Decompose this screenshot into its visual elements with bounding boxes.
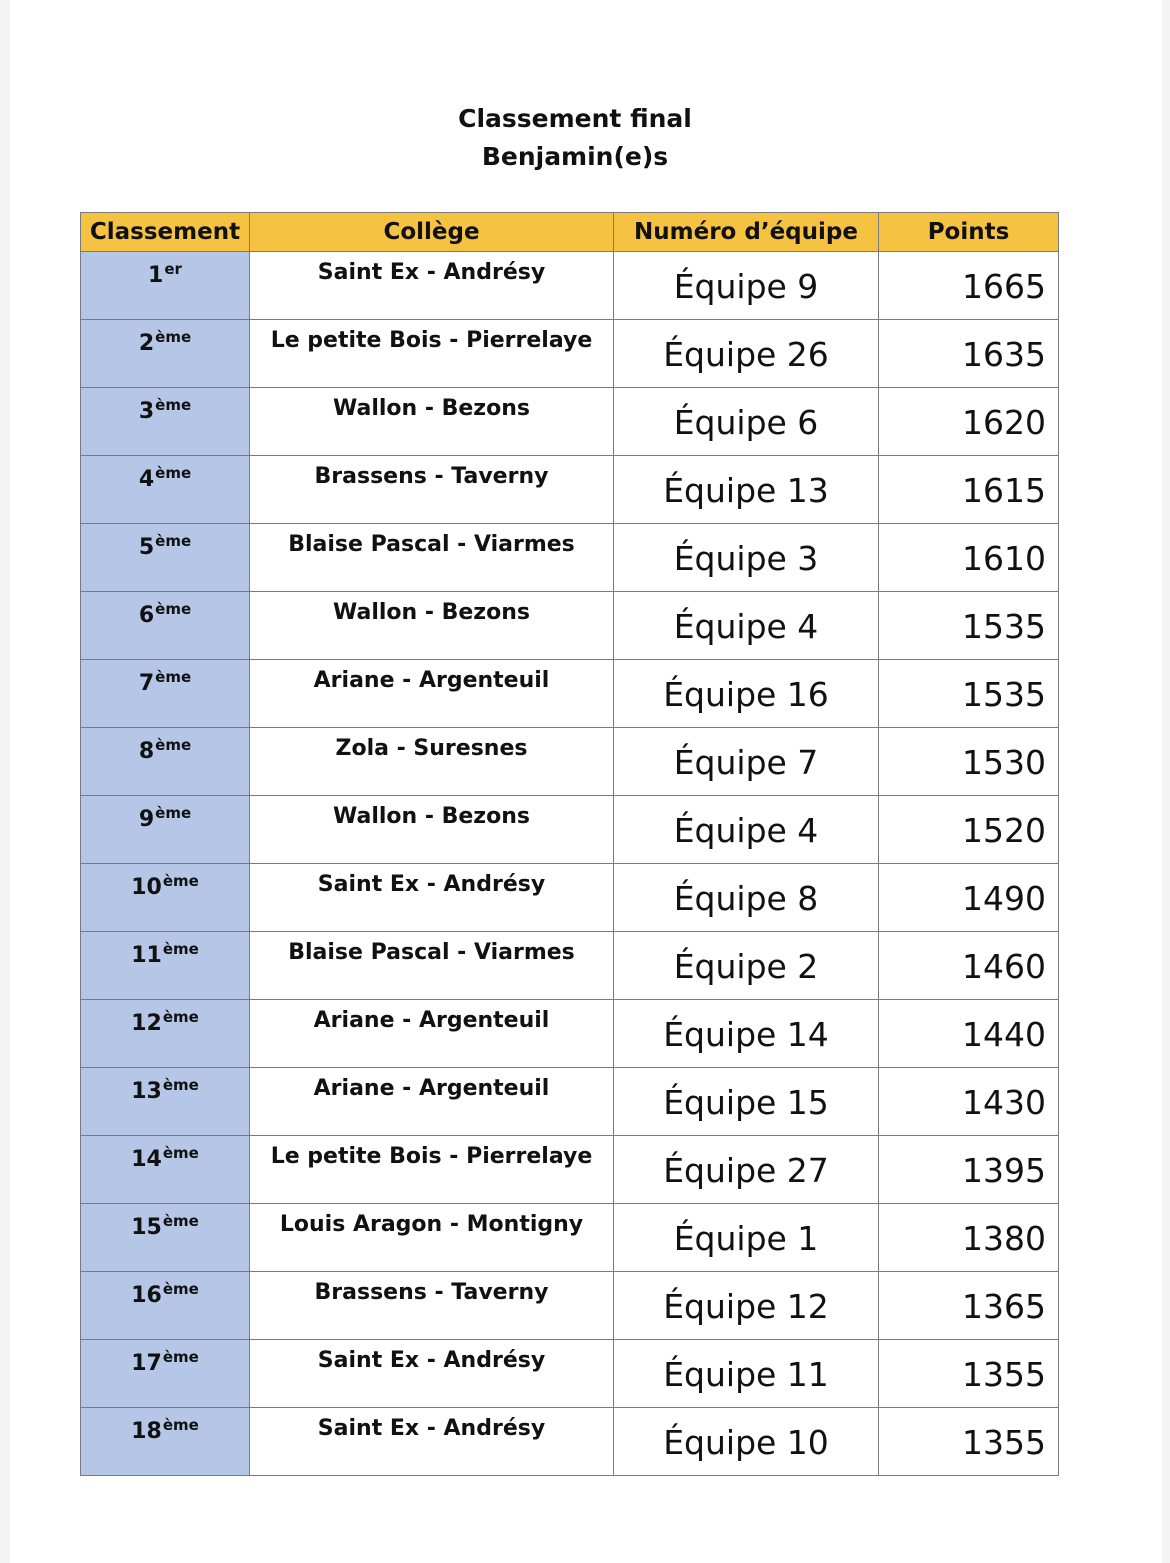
- rank-number: 11: [131, 943, 162, 968]
- team-cell: Équipe 14: [614, 1000, 879, 1068]
- rank-cell: [81, 1340, 250, 1408]
- rank-cell: [81, 456, 250, 524]
- table-row: [81, 796, 1059, 864]
- table-row: [81, 660, 1059, 728]
- rank-number: 17: [131, 1351, 162, 1376]
- team-cell: Équipe 2: [614, 932, 879, 1000]
- table-row: [81, 388, 1059, 456]
- points-cell: 1665: [879, 252, 1059, 320]
- rank-cell: [81, 1068, 250, 1136]
- rank-cell: [81, 320, 250, 388]
- college-cell: Ariane - Argenteuil: [250, 1000, 614, 1068]
- title-line-2: Benjamin(e)s: [481, 142, 669, 171]
- rank-suffix: ème: [155, 464, 192, 482]
- team-cell: Équipe 1: [614, 1204, 879, 1272]
- team-cell: Équipe 16: [614, 660, 879, 728]
- points-cell: 1355: [879, 1408, 1059, 1476]
- table-row: [81, 320, 1059, 388]
- header-points: Points: [879, 213, 1059, 252]
- rank-cell: [81, 1136, 250, 1204]
- table-row: [81, 1000, 1059, 1068]
- rank-suffix: ème: [155, 328, 192, 346]
- rank-suffix: ème: [162, 1144, 199, 1162]
- rank-number: 5: [138, 535, 155, 560]
- rank-suffix: ème: [162, 872, 199, 890]
- points-cell: 1430: [879, 1068, 1059, 1136]
- college-cell: Blaise Pascal - Viarmes: [250, 932, 614, 1000]
- rank-suffix: er: [164, 260, 182, 278]
- college-cell: Blaise Pascal - Viarmes: [250, 524, 614, 592]
- rank-number: 3: [138, 399, 155, 424]
- header-classement: Classement: [81, 213, 250, 252]
- table-row: [81, 932, 1059, 1000]
- rank-number: 4: [138, 467, 155, 492]
- rank-number: 10: [131, 875, 162, 900]
- rank-cell: [81, 796, 250, 864]
- rank-number: 16: [131, 1283, 162, 1308]
- rank-cell: [81, 524, 250, 592]
- rank-number: 6: [138, 603, 155, 628]
- points-cell: 1610: [879, 524, 1059, 592]
- points-cell: 1615: [879, 456, 1059, 524]
- table-body: [81, 252, 1059, 1476]
- table-row: [81, 592, 1059, 660]
- table-header-row: [81, 213, 1059, 252]
- college-cell: Ariane - Argenteuil: [250, 660, 614, 728]
- rank-cell: [81, 660, 250, 728]
- points-cell: 1460: [879, 932, 1059, 1000]
- ranking-table: [80, 212, 1059, 1476]
- team-cell: Équipe 27: [614, 1136, 879, 1204]
- team-cell: Équipe 7: [614, 728, 879, 796]
- points-cell: 1490: [879, 864, 1059, 932]
- points-cell: 1365: [879, 1272, 1059, 1340]
- team-cell: Équipe 4: [614, 796, 879, 864]
- rank-cell: [81, 1272, 250, 1340]
- points-cell: 1380: [879, 1204, 1059, 1272]
- team-cell: Équipe 10: [614, 1408, 879, 1476]
- rank-suffix: ème: [155, 600, 192, 618]
- table-row: [81, 1272, 1059, 1340]
- rank-cell: [81, 252, 250, 320]
- rank-number: 2: [138, 331, 155, 356]
- rank-number: 8: [138, 739, 155, 764]
- rank-cell: [81, 1204, 250, 1272]
- team-cell: Équipe 12: [614, 1272, 879, 1340]
- rank-suffix: ème: [155, 396, 192, 414]
- rank-number: 1: [148, 263, 164, 288]
- rank-cell: [81, 1000, 250, 1068]
- team-cell: Équipe 26: [614, 320, 879, 388]
- team-cell: Équipe 9: [614, 252, 879, 320]
- team-cell: Équipe 6: [614, 388, 879, 456]
- college-cell: Brassens - Taverny: [250, 1272, 614, 1340]
- table-row: [81, 1204, 1059, 1272]
- team-cell: Équipe 11: [614, 1340, 879, 1408]
- team-cell: Équipe 8: [614, 864, 879, 932]
- table-row: [81, 1340, 1059, 1408]
- college-cell: Wallon - Bezons: [250, 796, 614, 864]
- rank-number: 9: [138, 807, 155, 832]
- points-cell: 1635: [879, 320, 1059, 388]
- points-cell: 1530: [879, 728, 1059, 796]
- rank-suffix: ème: [155, 532, 192, 550]
- points-cell: 1520: [879, 796, 1059, 864]
- college-cell: Saint Ex - Andrésy: [250, 864, 614, 932]
- college-cell: Saint Ex - Andrésy: [250, 1408, 614, 1476]
- table-row: [81, 524, 1059, 592]
- college-cell: Brassens - Taverny: [250, 456, 614, 524]
- rank-suffix: ème: [162, 940, 199, 958]
- college-cell: Le petite Bois - Pierrelaye: [250, 320, 614, 388]
- rank-number: 12: [131, 1011, 162, 1036]
- college-cell: Wallon - Bezons: [250, 592, 614, 660]
- rank-suffix: ème: [155, 736, 192, 754]
- rank-number: 15: [131, 1215, 162, 1240]
- college-cell: Saint Ex - Andrésy: [250, 252, 614, 320]
- team-cell: Équipe 15: [614, 1068, 879, 1136]
- rank-cell: [81, 864, 250, 932]
- table-row: [81, 1408, 1059, 1476]
- table-row: [81, 1136, 1059, 1204]
- rank-suffix: ème: [162, 1212, 199, 1230]
- rank-cell: [81, 592, 250, 660]
- table-row: [81, 1068, 1059, 1136]
- college-cell: Zola - Suresnes: [250, 728, 614, 796]
- points-cell: 1535: [879, 660, 1059, 728]
- document-title: [0, 100, 1160, 176]
- header-college: Collège: [250, 213, 614, 252]
- college-cell: Ariane - Argenteuil: [250, 1068, 614, 1136]
- table-row: [81, 252, 1059, 320]
- college-cell: Louis Aragon - Montigny: [250, 1204, 614, 1272]
- team-cell: Équipe 3: [614, 524, 879, 592]
- college-cell: Saint Ex - Andrésy: [250, 1340, 614, 1408]
- rank-suffix: ème: [162, 1076, 199, 1094]
- rank-cell: [81, 728, 250, 796]
- title-line-1: Classement final: [458, 104, 692, 133]
- rank-suffix: ème: [155, 804, 192, 822]
- rank-cell: [81, 388, 250, 456]
- points-cell: 1395: [879, 1136, 1059, 1204]
- points-cell: 1355: [879, 1340, 1059, 1408]
- rank-number: 13: [131, 1079, 162, 1104]
- rank-cell: [81, 1408, 250, 1476]
- team-cell: Équipe 4: [614, 592, 879, 660]
- rank-suffix: ème: [162, 1008, 199, 1026]
- table-row: [81, 864, 1059, 932]
- rank-number: 18: [131, 1419, 162, 1444]
- rank-suffix: ème: [162, 1416, 199, 1434]
- rank-number: 7: [138, 671, 155, 696]
- rank-cell: [81, 932, 250, 1000]
- header-team-number: Numéro d’équipe: [614, 213, 879, 252]
- college-cell: Le petite Bois - Pierrelaye: [250, 1136, 614, 1204]
- table-row: [81, 456, 1059, 524]
- college-cell: Wallon - Bezons: [250, 388, 614, 456]
- rank-suffix: ème: [162, 1348, 199, 1366]
- rank-suffix: ème: [155, 668, 192, 686]
- rank-suffix: ème: [162, 1280, 199, 1298]
- points-cell: 1535: [879, 592, 1059, 660]
- points-cell: 1440: [879, 1000, 1059, 1068]
- points-cell: 1620: [879, 388, 1059, 456]
- rank-number: 14: [131, 1147, 162, 1172]
- table-row: [81, 728, 1059, 796]
- team-cell: Équipe 13: [614, 456, 879, 524]
